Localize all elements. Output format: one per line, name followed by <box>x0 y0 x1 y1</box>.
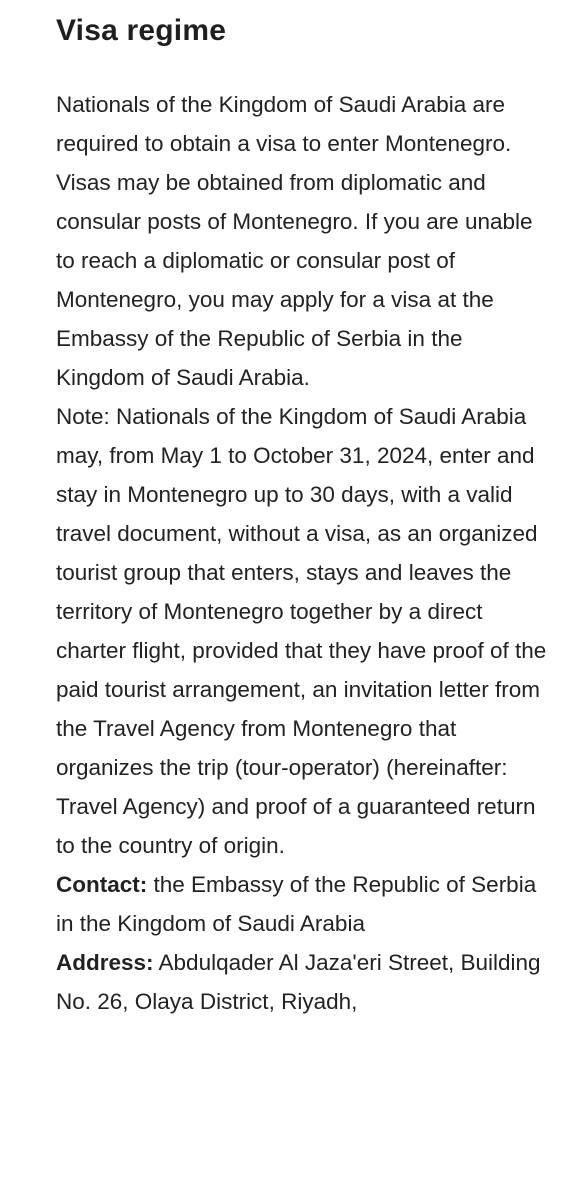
contact-value: the Embassy of the Republic of Serbia in the Kingdom of Saudi Arabia <box>56 872 537 936</box>
visa-regime-content <box>56 85 547 1021</box>
address-value: Abdulqader Al Jaza'eri Street, Building No. 26, Olaya District, Riyadh, <box>56 950 541 1014</box>
visa-requirement-paragraph: Nationals of the Kingdom of Saudi Arabia are required to obtain a visa to enter Montenegro. <box>56 92 512 156</box>
address-label: Address: <box>56 950 154 975</box>
contact-line <box>56 865 547 943</box>
address-line <box>56 943 547 1021</box>
contact-label: Contact: <box>56 872 148 897</box>
page-title: Visa regime <box>56 14 227 47</box>
visa-application-paragraph: Visas may be obtained from diplomatic and consular posts of Montenegro. If you are unable to reach a diplomatic or consular post of Montenegro, you may apply for a visa at the Embassy of the Republic of Serbia in the Kingdom of Saudi Arabia. <box>56 170 533 390</box>
visa-exemption-note-paragraph: Note: Nationals of the Kingdom of Saudi Arabia may, from May 1 to October 31, 2024, enter and stay in Montenegro up to 30 days, with a valid travel document, without a visa, as an organized tourist group that enters, stays and leaves the territory of Montenegro together by a direct charter flight, provided that they have proof of the paid tourist arrangement, an invitation letter from the Travel Agency from Montenegro that organizes the trip (tour-operator) (hereinafter: Travel Agency) and proof of a guaranteed return to the country of origin. <box>56 404 547 858</box>
